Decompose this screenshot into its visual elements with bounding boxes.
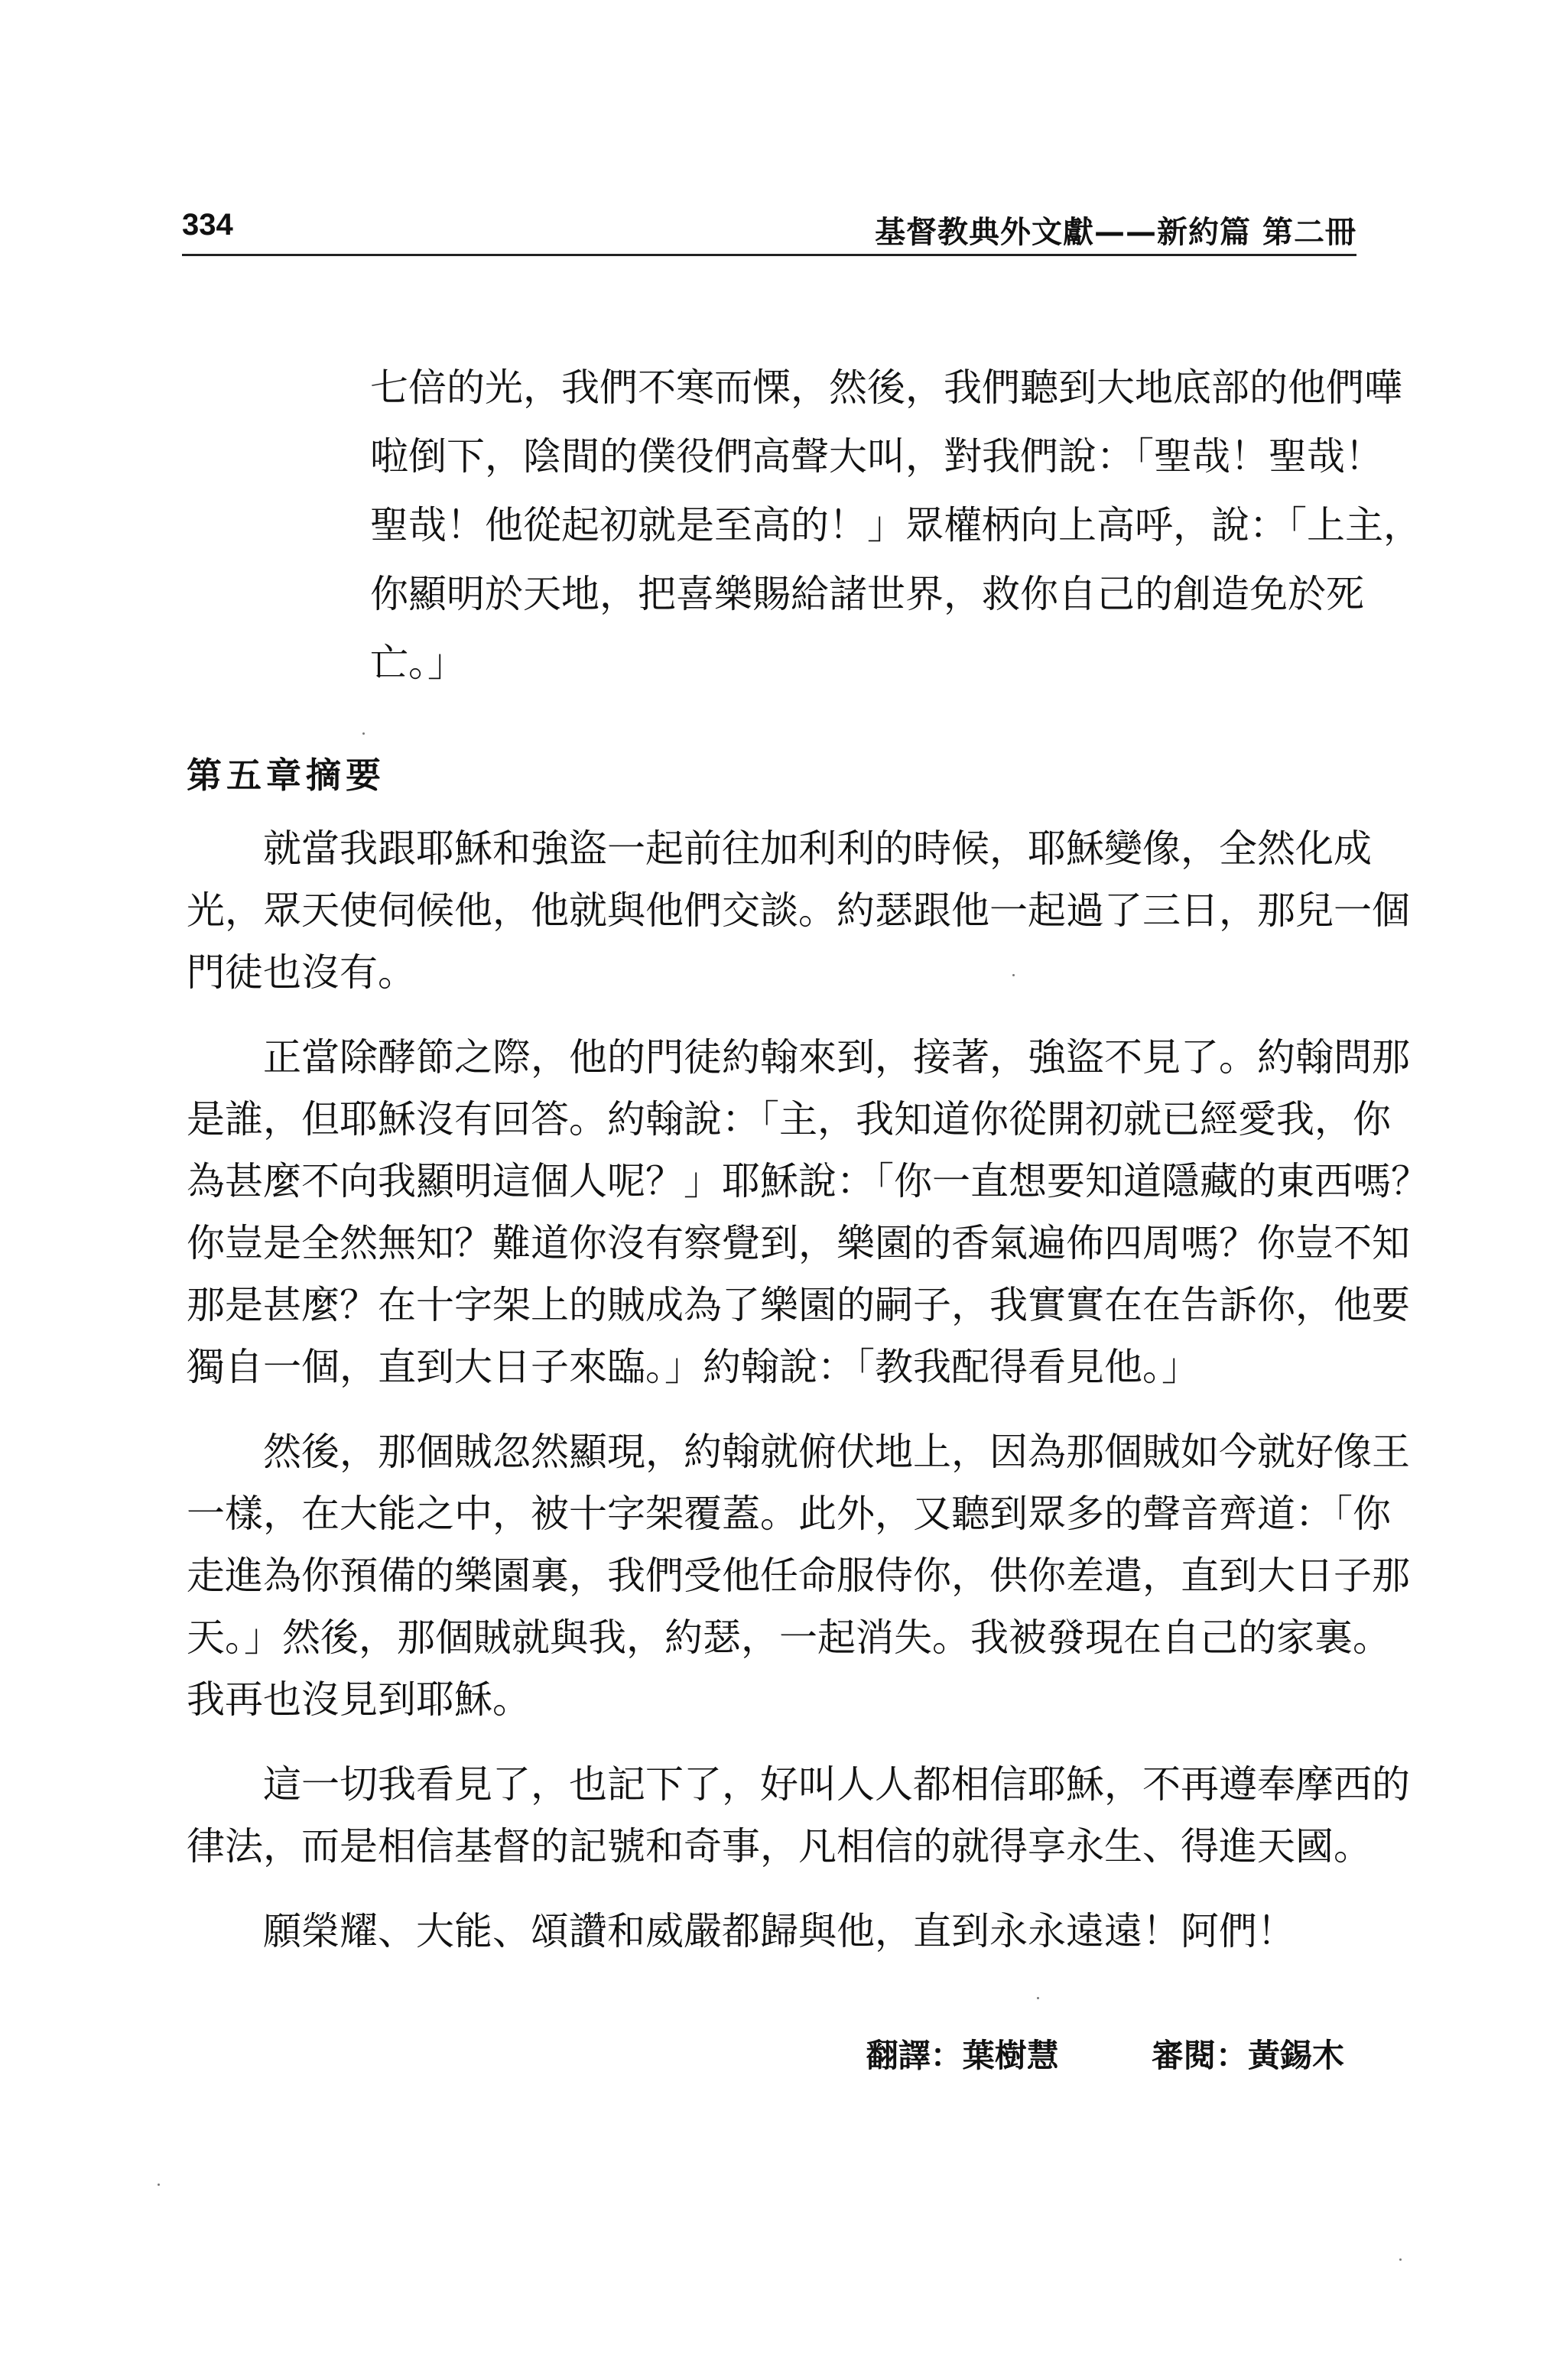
text-line: 就當我跟耶穌和強盜一起前往加利利的時候，耶穌變像，全然化成 <box>263 826 1372 871</box>
page-header <box>182 200 1356 256</box>
text-line: 走進為你預備的樂園裏，我們受他任命服侍你，供你差遣，直到大日子那 <box>187 1554 1410 1598</box>
text-line: 願榮耀、大能、頌讚和威嚴都歸與他，直到永永遠遠！阿們！ <box>263 1909 1295 1953</box>
paragraph <box>187 1754 1410 1878</box>
text-line: 獨自一個，直到大日子來臨。」約翰說：「教我配得看見他。」 <box>187 1345 1200 1389</box>
section-heading: 第五章摘要 <box>187 755 385 796</box>
text-line: 是誰，但耶穌沒有回答。約翰說：「主，我知道你從開初就已經愛我，你 <box>187 1097 1391 1141</box>
reviewer-credit: 審閱：黃錫木 <box>1151 2037 1344 2074</box>
quote-line: 七倍的光，我們不寒而慄，然後，我們聽到大地底部的他們嘩 <box>370 365 1402 410</box>
quote-line: 亡。」 <box>370 641 466 685</box>
text-line: 我再也沒見到耶穌。 <box>187 1677 531 1722</box>
running-head: 基督教典外文獻——新約篇 第二冊 <box>875 215 1356 250</box>
quote-line: 你顯明於天地，把喜樂賜給諸世界，救你自己的創造免於死 <box>370 572 1364 616</box>
text-line: 天。」然後，那個賊就與我，約瑟，一起消失。我被發現在自己的家裏。 <box>187 1615 1391 1660</box>
indented-quote <box>370 353 1421 697</box>
page-number: 334 <box>182 208 233 242</box>
text-line: 為甚麼不向我顯明這個人呢？」耶穌說：「你一直想要知道隱藏的東西嗎？ <box>187 1159 1429 1203</box>
paragraph <box>187 1901 1356 1963</box>
paragraph <box>187 1027 1429 1398</box>
credits <box>866 2031 1344 2076</box>
translator-credit: 翻譯：葉樹慧 <box>866 2037 1059 2074</box>
scan-speck <box>1012 974 1015 976</box>
paragraph <box>187 818 1410 1004</box>
text-line: 正當除酵節之際，他的門徒約翰來到，接著，強盜不見了。約翰問那 <box>263 1035 1410 1080</box>
text-line: 門徒也沒有。 <box>187 950 416 995</box>
paragraph <box>187 1421 1410 1731</box>
text-line: 那是甚麼？在十字架上的賊成為了樂園的嗣子，我實實在在告訴你，他要 <box>187 1283 1410 1327</box>
scan-speck <box>362 732 365 735</box>
scan-speck <box>158 2184 160 2186</box>
scan-speck <box>1037 1997 1039 1999</box>
text-line: 然後，那個賊忽然顯現，約翰就俯伏地上，因為那個賊如今就好像王 <box>263 1430 1410 1474</box>
text-line: 你豈是全然無知？難道你沒有察覺到，樂園的香氣遍佈四周嗎？你豈不知 <box>187 1221 1410 1265</box>
quote-line: 聖哉！他從起初就是至高的！」眾權柄向上高呼，說：「上主， <box>370 503 1421 547</box>
text-line: 光，眾天使伺候他，他就與他們交談。約瑟跟他一起過了三日，那兒一個 <box>187 888 1410 933</box>
text-line: 一樣，在大能之中，被十字架覆蓋。此外，又聽到眾多的聲音齊道：「你 <box>187 1492 1391 1536</box>
chapter-summary <box>187 818 1429 1963</box>
text-line: 律法，而是相信基督的記號和奇事，凡相信的就得享永生、得進天國。 <box>187 1824 1372 1869</box>
scan-speck <box>1399 2258 1402 2261</box>
quote-line: 啦倒下，陰間的僕役們高聲大叫，對我們說：「聖哉！聖哉！ <box>370 434 1383 479</box>
text-line: 這一切我看見了，也記下了，好叫人人都相信耶穌，不再遵奉摩西的 <box>263 1762 1410 1807</box>
